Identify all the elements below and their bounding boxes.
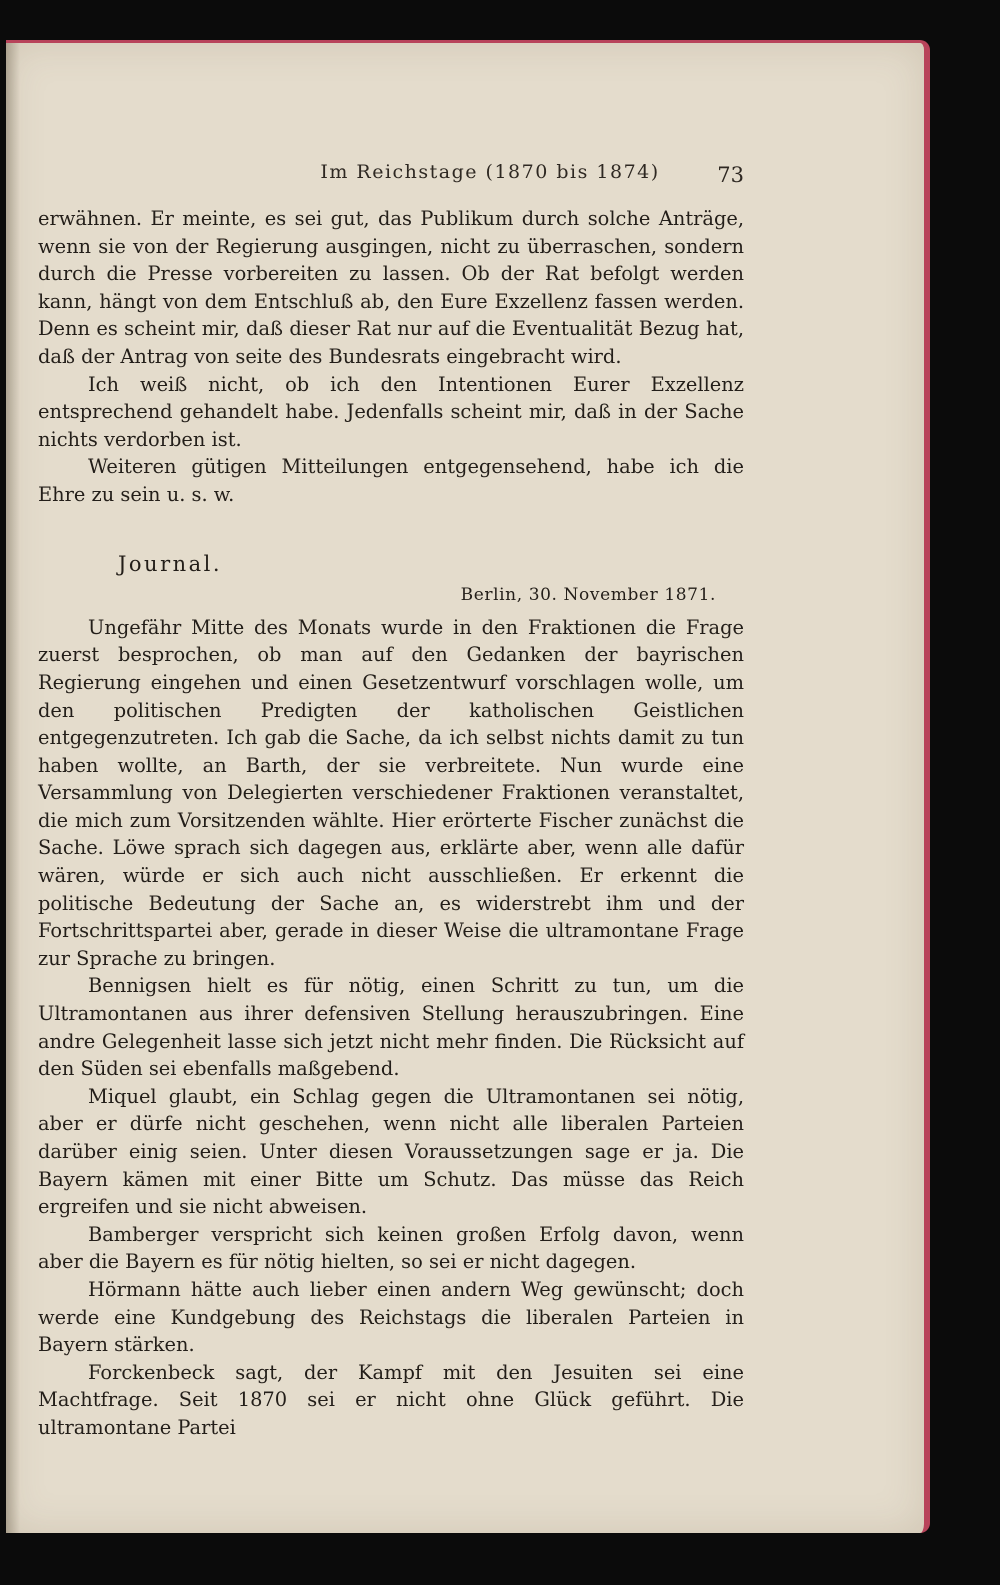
book-page	[6, 40, 930, 1533]
page-number: 73	[717, 163, 744, 187]
paragraph-6: Miquel glaubt, ein Schlag gegen die Ultramontanen sei nötig, aber er dürfe nicht geschehen, wenn nicht alle liberalen Parteien darüber einig seien. Unter diesen Voraussetzungen sage er ja. Die Bayern kämen mit einer Bitte um Schutz. Das müsse das Reich ergreifen und sie nicht abweisen.	[38, 1084, 744, 1219]
spine-shadow	[6, 43, 20, 1533]
paragraph-8: Hörmann hätte auch lieber einen andern Weg gewünscht; doch werde eine Kundgebung des Reichstags die liberalen Parteien in Bayern stärken.	[38, 1277, 744, 1357]
paragraph-5: Bennigsen hielt es für nötig, einen Schritt zu tun, um die Ultramontanen aus ihrer defensiven Stellung herauszubringen. Eine andre Gelegenheit lasse sich jetzt nicht mehr finden. Die Rücksicht auf den Süden sei ebenfalls maßgebend.	[38, 974, 744, 1081]
paragraph-1: erwähnen. Er meinte, es sei gut, das Publikum durch solche Anträge, wenn sie von der Regierung ausgingen, nicht zu überraschen, sondern durch die Presse vorbereiten zu lassen. Ob der Rat befolgt werden kann, hängt von dem Entschluß ab, den Eure Exzellenz fassen werden. Denn es scheint mir, daß dieser Rat nur auf die Eventualität Bezug hat, daß der Antrag von seite des Bundesrats eingebracht wird.	[38, 207, 744, 368]
page-body-text	[38, 205, 744, 1442]
section-heading-journal: Journal.	[118, 551, 223, 576]
paragraph-3: Weiteren gütigen Mitteilungen entgegensehend, habe ich die Ehre zu sein u. s. w.	[38, 455, 744, 506]
paragraph-4: Ungefähr Mitte des Monats wurde in den Fraktionen die Frage zuerst besprochen, ob man auf den Gedanken der bayrischen Regierung eingehen und einen Gesetzentwurf vorschlagen wolle, um den politischen Predigten der katholischen Geistlichen entgegenzutreten. Ich gab die Sache, da ich selbst nichts damit zu tun haben wollte, an Barth, der sie verbreitete. Nun wurde eine Versammlung von Delegierten verschiedener Fraktionen veranstaltet, die mich zum Vorsitzenden wählte. Hier erörterte Fischer zunächst die Sache. Löwe sprach sich dagegen aus, erklärte aber, wenn alle dafür wären, würde er sich auch nicht ausschließen. Er erkennt die politische Bedeutung der Sache an, es widerstrebt ihm und der Fortschrittspartei aber, gerade in dieser Weise die ultramontane Frage zur Sprache zu bringen.	[38, 615, 744, 970]
running-header: Im Reichstage (1870 bis 1874)	[320, 161, 660, 183]
paragraph-7: Bamberger verspricht sich keinen großen Erfolg davon, wenn aber die Bayern es für nötig hielten, so sei er nicht dagegen.	[38, 1222, 744, 1274]
paragraph-2: Ich weiß nicht, ob ich den Intentionen Eurer Exzellenz entsprechend gehandelt habe. Jedenfalls scheint mir, daß in der Sache nichts verdorben ist.	[38, 372, 744, 451]
dateline: Berlin, 30. November 1871.	[460, 585, 716, 606]
paragraph-9: Forckenbeck sagt, der Kampf mit den Jesuiten sei eine Machtfrage. Seit 1870 sei er nicht ohne Glück geführt. Die ultramontane Partei	[38, 1360, 744, 1439]
